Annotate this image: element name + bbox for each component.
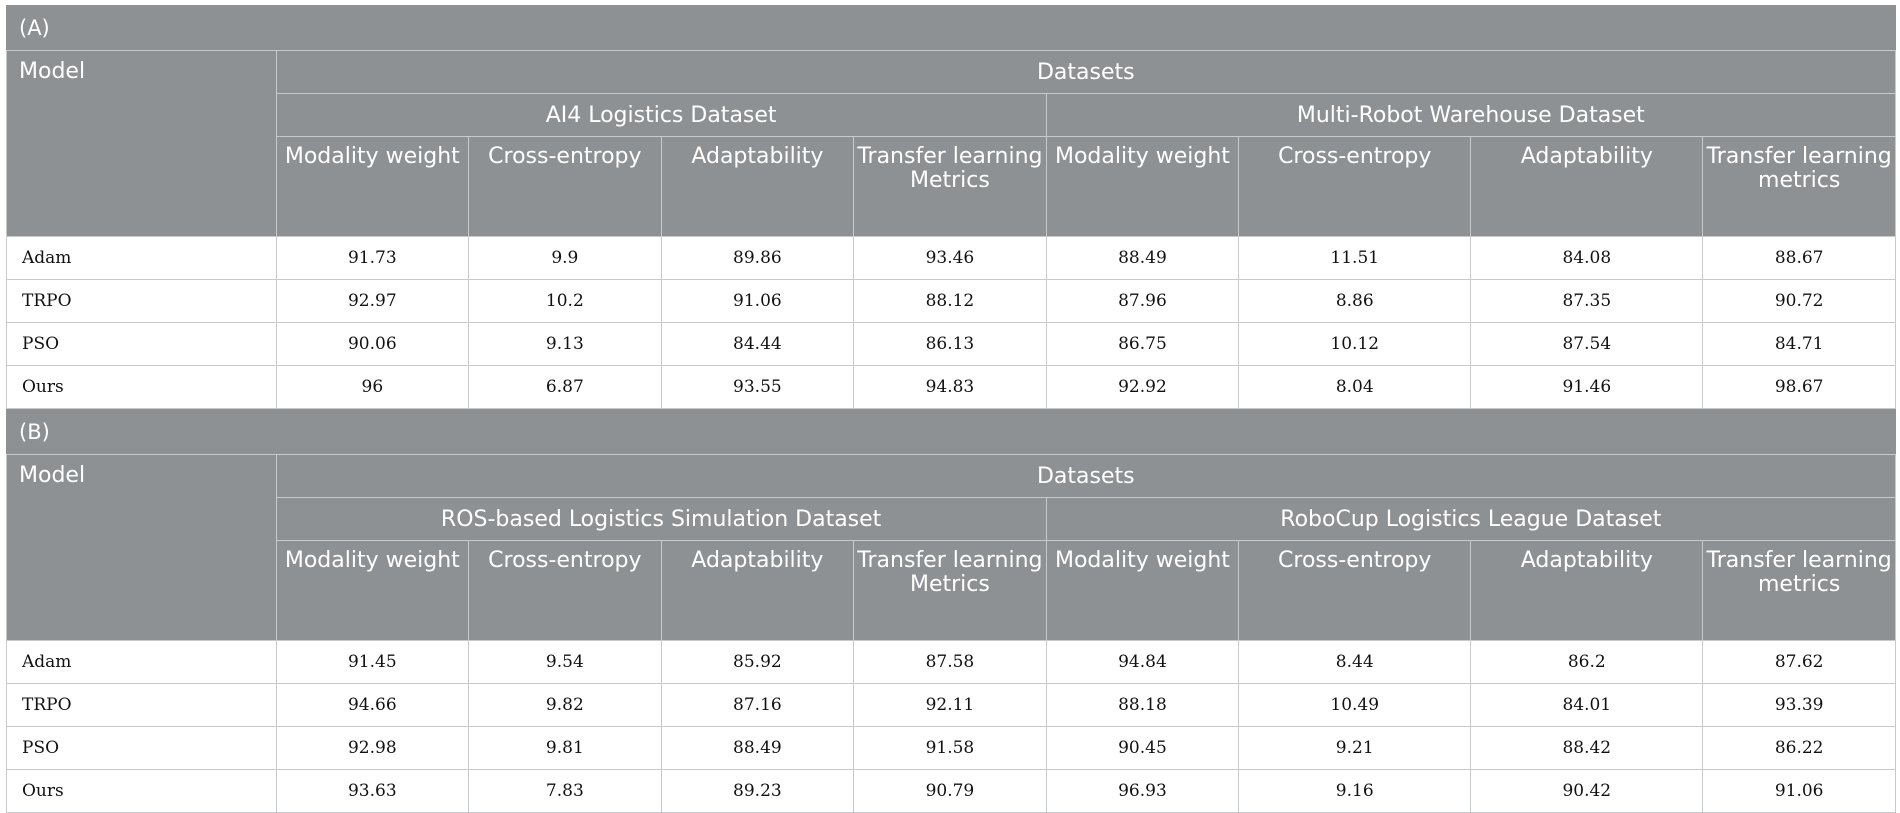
table-cell: 91.06 — [1703, 770, 1896, 813]
table-a — [6, 5, 1896, 409]
table-cell: 10.12 — [1239, 323, 1471, 366]
table-cell: 87.62 — [1703, 641, 1896, 684]
table-row — [7, 366, 1896, 409]
metric-header: Transfer learning metrics — [1703, 541, 1896, 641]
dataset-header: RoboCup Logistics League Dataset — [1046, 498, 1895, 541]
table-b — [6, 409, 1896, 813]
metric-header: Transfer learning Metrics — [854, 137, 1047, 237]
table-cell: 96.93 — [1046, 770, 1239, 813]
table-cell: 91.45 — [276, 641, 469, 684]
table-cell: 90.06 — [276, 323, 469, 366]
model-name: Adam — [7, 237, 277, 280]
table-cell: 84.01 — [1471, 684, 1703, 727]
table-cell: 91.06 — [661, 280, 854, 323]
dataset-header: ROS-based Logistics Simulation Dataset — [276, 498, 1046, 541]
table-cell: 90.72 — [1703, 280, 1896, 323]
table-cell: 10.49 — [1239, 684, 1471, 727]
table-cell: 88.49 — [1046, 237, 1239, 280]
model-header: Model — [7, 51, 277, 237]
table-cell: 87.54 — [1471, 323, 1703, 366]
model-name: Adam — [7, 641, 277, 684]
table-cell: 96 — [276, 366, 469, 409]
table-label: (B) — [7, 410, 1896, 455]
table-cell: 88.67 — [1703, 237, 1896, 280]
table-cell: 6.87 — [469, 366, 662, 409]
table-cell: 8.04 — [1239, 366, 1471, 409]
table-cell: 9.9 — [469, 237, 662, 280]
table-cell: 90.42 — [1471, 770, 1703, 813]
table-cell: 87.16 — [661, 684, 854, 727]
table-cell: 94.83 — [854, 366, 1047, 409]
metric-header: Modality weight — [276, 541, 469, 641]
table-cell: 89.23 — [661, 770, 854, 813]
metric-header: Adaptability — [1471, 137, 1703, 237]
metric-header: Cross-entropy — [469, 137, 662, 237]
table-cell: 86.2 — [1471, 641, 1703, 684]
table-cell: 89.86 — [661, 237, 854, 280]
model-name: TRPO — [7, 280, 277, 323]
table-cell: 85.92 — [661, 641, 854, 684]
table-cell: 87.58 — [854, 641, 1047, 684]
table-label: (A) — [7, 6, 1896, 51]
table-row — [7, 323, 1896, 366]
table-cell: 84.71 — [1703, 323, 1896, 366]
metric-header: Adaptability — [661, 137, 854, 237]
metric-header: Transfer learning metrics — [1703, 137, 1896, 237]
metric-header: Cross-entropy — [469, 541, 662, 641]
model-name: Ours — [7, 366, 277, 409]
table-row — [7, 684, 1896, 727]
table-cell: 92.11 — [854, 684, 1047, 727]
table-cell: 88.49 — [661, 727, 854, 770]
datasets-header: Datasets — [276, 455, 1895, 498]
table-cell: 86.22 — [1703, 727, 1896, 770]
results-tables — [6, 5, 1896, 813]
table-cell: 84.08 — [1471, 237, 1703, 280]
dataset-header: Multi-Robot Warehouse Dataset — [1046, 94, 1895, 137]
table-cell: 93.46 — [854, 237, 1047, 280]
metric-header: Modality weight — [1046, 137, 1239, 237]
metric-header: Adaptability — [661, 541, 854, 641]
table-cell: 9.54 — [469, 641, 662, 684]
metric-header: Adaptability — [1471, 541, 1703, 641]
model-name: PSO — [7, 727, 277, 770]
table-cell: 93.55 — [661, 366, 854, 409]
table-cell: 92.98 — [276, 727, 469, 770]
table-cell: 94.84 — [1046, 641, 1239, 684]
table-row — [7, 280, 1896, 323]
table-row — [7, 770, 1896, 813]
table-cell: 87.35 — [1471, 280, 1703, 323]
model-header: Model — [7, 455, 277, 641]
table-cell: 93.39 — [1703, 684, 1896, 727]
table-row — [7, 641, 1896, 684]
table-cell: 8.44 — [1239, 641, 1471, 684]
metric-header: Cross-entropy — [1239, 541, 1471, 641]
table-cell: 92.97 — [276, 280, 469, 323]
table-cell: 9.21 — [1239, 727, 1471, 770]
metric-header: Modality weight — [276, 137, 469, 237]
table-cell: 88.18 — [1046, 684, 1239, 727]
table-cell: 88.42 — [1471, 727, 1703, 770]
table-cell: 86.13 — [854, 323, 1047, 366]
table-cell: 90.45 — [1046, 727, 1239, 770]
metric-header: Cross-entropy — [1239, 137, 1471, 237]
table-cell: 11.51 — [1239, 237, 1471, 280]
metric-header: Modality weight — [1046, 541, 1239, 641]
table-cell: 94.66 — [276, 684, 469, 727]
table-cell: 93.63 — [276, 770, 469, 813]
table-cell: 91.73 — [276, 237, 469, 280]
table-cell: 10.2 — [469, 280, 662, 323]
model-name: PSO — [7, 323, 277, 366]
table-cell: 9.16 — [1239, 770, 1471, 813]
table-cell: 92.92 — [1046, 366, 1239, 409]
table-cell: 91.46 — [1471, 366, 1703, 409]
table-cell: 9.81 — [469, 727, 662, 770]
table-cell: 84.44 — [661, 323, 854, 366]
datasets-header: Datasets — [276, 51, 1895, 94]
table-cell: 9.13 — [469, 323, 662, 366]
table-row — [7, 727, 1896, 770]
table-cell: 9.82 — [469, 684, 662, 727]
dataset-header: AI4 Logistics Dataset — [276, 94, 1046, 137]
table-cell: 7.83 — [469, 770, 662, 813]
model-name: TRPO — [7, 684, 277, 727]
metric-header: Transfer learning Metrics — [854, 541, 1047, 641]
table-cell: 98.67 — [1703, 366, 1896, 409]
table-cell: 87.96 — [1046, 280, 1239, 323]
table-cell: 90.79 — [854, 770, 1047, 813]
table-cell: 91.58 — [854, 727, 1047, 770]
table-row — [7, 237, 1896, 280]
table-cell: 88.12 — [854, 280, 1047, 323]
table-cell: 86.75 — [1046, 323, 1239, 366]
model-name: Ours — [7, 770, 277, 813]
table-cell: 8.86 — [1239, 280, 1471, 323]
